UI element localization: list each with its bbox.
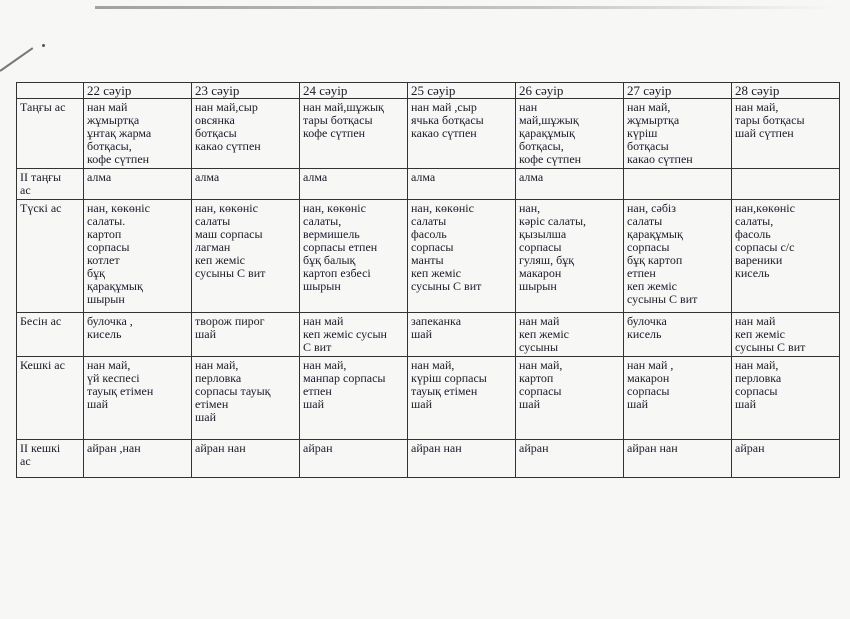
menu-cell: айран <box>735 441 765 455</box>
header-row <box>17 83 840 99</box>
menu-cell: нан май кеп жеміс сусыны <box>519 314 569 354</box>
menu-cell: нан май, картоп сорпасы шай <box>519 358 563 411</box>
menu-cell: нан май,шұжық қарақұмық ботқасы, кофе сүтпен <box>519 100 582 166</box>
table-row <box>17 313 840 357</box>
menu-cell: нан май кеп жеміс сусын С вит <box>303 314 387 354</box>
day-header: 28 сәуір <box>732 83 840 99</box>
menu-cell: нан, кәріс салаты, қызылша сорпасы гуляш, бұқ макарон шырын <box>519 201 587 293</box>
menu-cell: нан, көкөніс салаты. картоп сорпасы котлет бұқ қарақұмық шырын <box>87 201 150 306</box>
table-row <box>17 169 840 200</box>
menu-cell: нан май кеп жеміс сусыны С вит <box>735 314 806 354</box>
menu-cell: нан май, перловка сорпасы шай <box>735 358 782 411</box>
meal-label: Таңғы ас <box>20 100 66 114</box>
menu-cell: айран <box>519 441 549 455</box>
menu-cell: нан, көкөніс салаты, вермишель сорпасы етпен бұқ балық картоп езбесі шырын <box>303 201 378 293</box>
day-header: 26 сәуір <box>516 83 624 99</box>
menu-cell: творож пирог шай <box>195 314 265 341</box>
day-header: 25 сәуір <box>408 83 516 99</box>
menu-cell: алма <box>195 170 220 184</box>
menu-cell: алма <box>303 170 328 184</box>
menu-cell: запеканка шай <box>411 314 462 341</box>
meal-label: ІІ таңғы ас <box>20 170 62 197</box>
table-row <box>17 440 840 478</box>
meal-label: Түскі ас <box>20 201 62 215</box>
meal-label: Кешкі ас <box>20 358 65 372</box>
menu-cell: булочка , кисель <box>87 314 133 341</box>
menu-cell: нан май , макарон сорпасы шай <box>627 358 674 411</box>
menu-cell: нан май,сыр овсянка ботқасы какао сүтпен <box>195 100 261 153</box>
menu-cell: айран <box>303 441 333 455</box>
menu-cell: нан май, тары ботқасы шай сүтпен <box>735 100 805 140</box>
menu-cell: булочка кисель <box>627 314 667 341</box>
table-row <box>17 99 840 169</box>
menu-cell: нан май, күріш сорпасы тауық етімен шай <box>411 358 487 411</box>
menu-cell: айран нан <box>411 441 462 455</box>
menu-cell: нан, көкөніс салаты маш сорпасы лагман кеп жеміс сусыны С вит <box>195 201 266 280</box>
corner-cell <box>17 83 84 99</box>
menu-cell: нан, көкөніс салаты фасоль сорпасы манты кеп жеміс сусыны С вит <box>411 201 482 293</box>
menu-cell: алма <box>519 170 544 184</box>
menu-cell: нан май ,сыр ячька ботқасы какао сүтпен <box>411 100 484 140</box>
menu-cell: нан май,шұжық тары ботқасы кофе сүтпен <box>303 100 384 140</box>
scan-edge-line <box>95 6 835 9</box>
table-row <box>17 357 840 440</box>
scan-corner-mark <box>0 47 33 72</box>
scan-speck <box>42 44 45 47</box>
day-header: 24 сәуір <box>300 83 408 99</box>
menu-cell: алма <box>411 170 436 184</box>
menu-cell: нан, сәбіз салаты қарақұмық сорпасы бұқ картоп етпен кеп жеміс сусыны С вит <box>627 201 698 306</box>
menu-cell: нан май, манпар сорпасы етпен шай <box>303 358 386 411</box>
day-header: 27 сәуір <box>624 83 732 99</box>
menu-cell: нан май, үй кеспесі тауық етімен шай <box>87 358 154 411</box>
menu-cell: айран ,нан <box>87 441 141 455</box>
meal-label: ІІ кешкі ас <box>20 441 61 468</box>
weekly-menu-table <box>16 82 840 478</box>
menu-cell: нан май, жұмыртқа күріш ботқасы какао сүтпен <box>627 100 693 166</box>
menu-cell: нан май жұмыртқа ұнтақ жарма ботқасы, кофе сүтпен <box>87 100 152 166</box>
table-row <box>17 200 840 313</box>
menu-cell: нан,көкөніс салаты, фасоль сорпасы с/с вареники кисель <box>735 201 795 280</box>
menu-cell: алма <box>87 170 112 184</box>
meal-label: Бесін ас <box>20 314 62 328</box>
menu-cell: айран нан <box>195 441 246 455</box>
menu-cell: нан май, перловка сорпасы тауық етімен шай <box>195 358 271 424</box>
day-header: 23 сәуір <box>192 83 300 99</box>
day-header: 22 сәуір <box>84 83 192 99</box>
menu-cell: айран нан <box>627 441 678 455</box>
